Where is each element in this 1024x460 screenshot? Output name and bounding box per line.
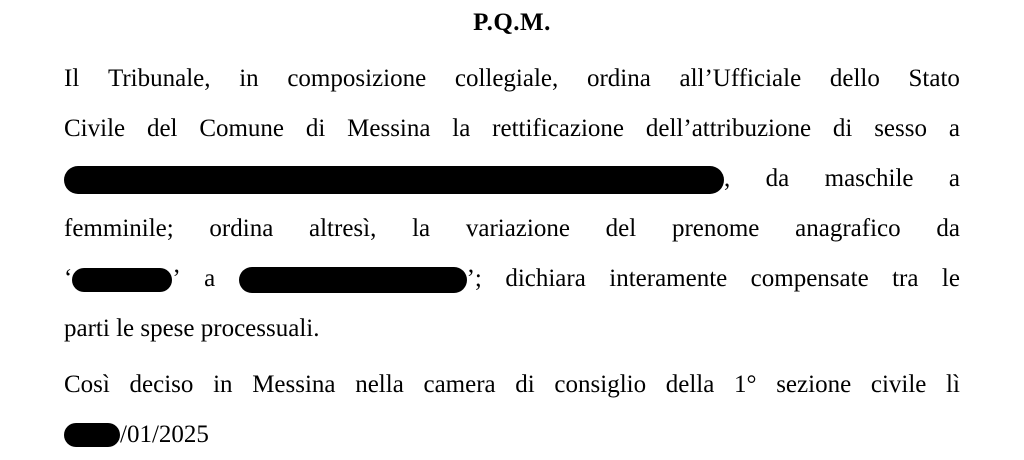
word: rettificazione: [492, 115, 625, 142]
word: a: [948, 165, 960, 192]
redaction-bar-old-first-name: [72, 268, 172, 292]
word: della: [665, 371, 715, 398]
word: sesso: [874, 115, 927, 142]
redaction-bar-new-first-name: [239, 267, 467, 293]
text-line-date: [64, 410, 960, 460]
text-line-with-redaction: [64, 254, 960, 304]
word: a: [948, 115, 960, 142]
word: ordina: [586, 65, 651, 92]
document-page: [0, 8, 1024, 457]
word: del: [605, 215, 637, 242]
word: Il: [64, 65, 80, 92]
word: di: [305, 115, 326, 142]
word: collegiale,: [454, 65, 559, 92]
text-line: [64, 360, 960, 410]
word: all’Ufficiale: [679, 65, 802, 92]
word: nella: [355, 371, 404, 398]
word: Tribunale,: [107, 65, 211, 92]
word: Civile: [64, 115, 126, 142]
word: Stato: [908, 65, 960, 92]
word: dichiara: [505, 265, 586, 292]
word: compensate: [750, 265, 869, 292]
punctuation: ,: [724, 165, 731, 192]
redaction-bar-day: [64, 423, 120, 447]
word: di: [515, 371, 535, 398]
word: del: [146, 115, 178, 142]
word: Comune: [199, 115, 285, 142]
paragraph-data-decisione: [64, 360, 960, 460]
word: ordina: [209, 215, 274, 242]
text-line: parti le spese processuali.: [64, 315, 320, 342]
word: in: [239, 65, 259, 92]
quote-open: ‘: [64, 265, 73, 292]
connector-word: a: [204, 265, 216, 292]
word: altresì,: [309, 215, 377, 242]
word: 1°: [734, 371, 757, 398]
word: da: [936, 215, 960, 242]
word: femminile;: [64, 215, 174, 242]
word: la: [452, 115, 471, 142]
word: anagrafico: [795, 215, 901, 242]
text-line: [64, 104, 960, 154]
text-line-with-redaction: [64, 154, 960, 204]
word: prenome: [671, 215, 760, 242]
page-title: P.Q.M.: [473, 9, 551, 36]
word: camera: [423, 371, 496, 398]
word: in: [213, 371, 233, 398]
word: la: [412, 215, 431, 242]
word: lì: [946, 371, 960, 398]
quote-mid: ’: [172, 265, 181, 292]
word: civile: [870, 371, 927, 398]
word: da: [765, 165, 790, 192]
word: deciso: [129, 371, 194, 398]
redacted-new-name-group: [239, 254, 482, 304]
word: variazione: [465, 215, 570, 242]
text-line: [64, 54, 960, 104]
date-value: /01/2025: [120, 421, 209, 448]
word: Così: [64, 371, 110, 398]
word: sezione: [776, 371, 852, 398]
redacted-old-name-group: [64, 254, 181, 304]
redacted-name-group: [64, 154, 730, 204]
word: le: [941, 265, 960, 292]
word: interamente: [609, 265, 728, 292]
text-line: [64, 204, 960, 254]
word: di: [832, 115, 853, 142]
redaction-bar-name: [64, 166, 724, 194]
word: Messina: [347, 115, 431, 142]
word: consiglio: [554, 371, 647, 398]
paragraph-dispositivo: [64, 54, 960, 354]
word: dell’attribuzione: [645, 115, 812, 142]
word: maschile: [824, 165, 914, 192]
word: dello: [829, 65, 880, 92]
word: tra: [892, 265, 919, 292]
word: composizione: [287, 65, 427, 92]
quote-close: ’;: [466, 265, 482, 292]
word: Messina: [252, 371, 336, 398]
